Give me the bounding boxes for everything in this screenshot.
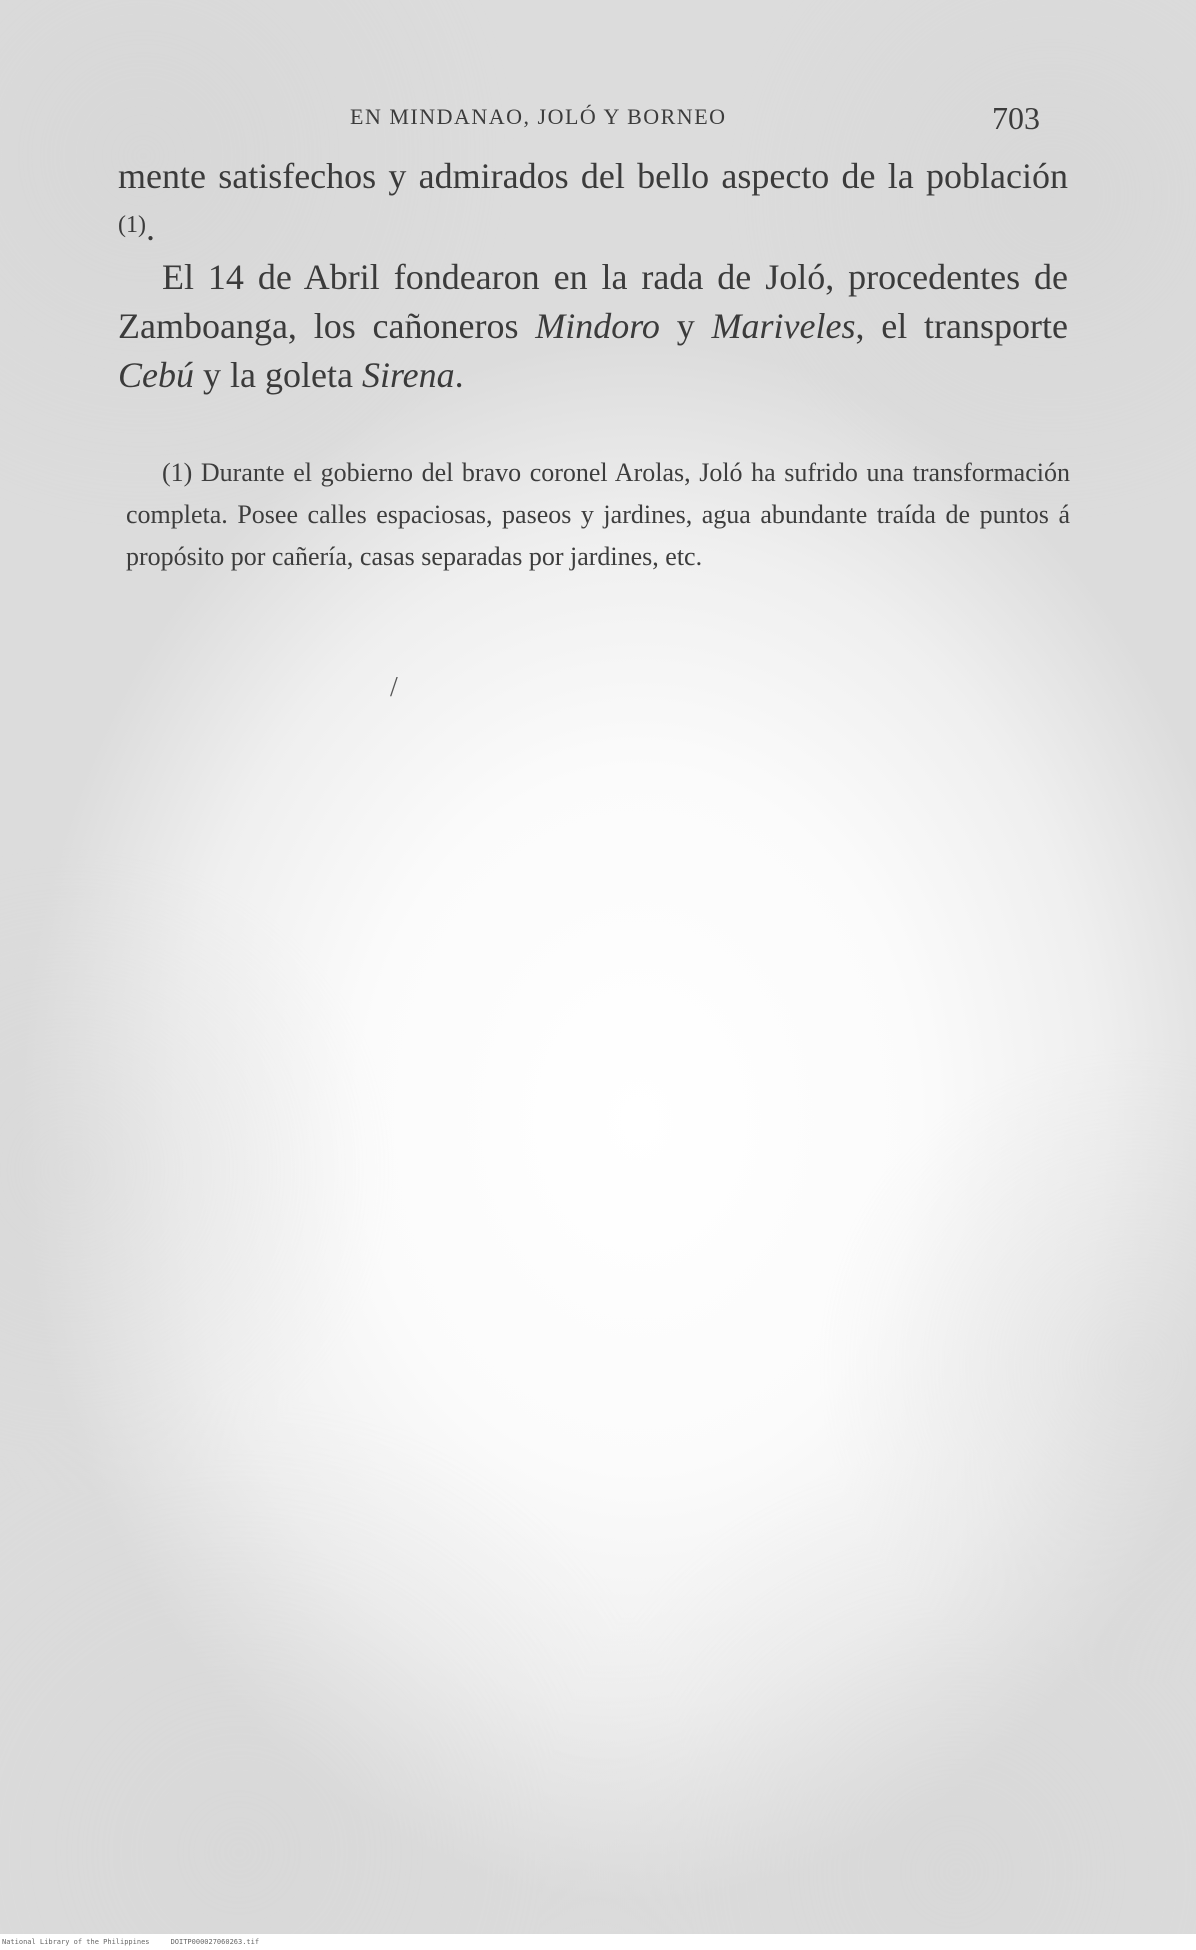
paragraph-text: y la goleta	[194, 355, 362, 395]
paragraph-text: mente satisfechos y admirados del bello aspecto de la población	[118, 156, 1068, 196]
stray-pen-mark: /	[390, 672, 398, 703]
paragraph-text: El 14 de Abril fondearon en la rada de Joló, procedentes de Zamboanga, los cañoneros	[118, 257, 1068, 346]
footnote-reference: (1)	[118, 212, 146, 238]
paragraph-punctuation: .	[454, 355, 464, 395]
ship-name: Mariveles	[711, 306, 856, 346]
page-number: 703	[992, 100, 1040, 136]
paragraph-text: , el transporte	[855, 306, 1069, 346]
running-head	[120, 100, 1040, 140]
paragraph-text: y	[659, 306, 712, 346]
paragraph-continuation	[118, 152, 1068, 253]
scan-credit: National Library of the Philippines DOITP000027060263.tif	[2, 1938, 260, 1946]
footnote-text: Durante el gobierno del bravo coronel Arolas, Joló ha sufrido una transformación completa. Posee calles espaciosas, paseos y jardines, agua abundante traída de puntos á propósito por cañería, casas separadas por jardines, etc.	[126, 458, 1070, 571]
footnote	[126, 452, 1070, 578]
ship-name: Mindoro	[535, 306, 660, 346]
ship-name: Cebú	[118, 355, 194, 395]
paragraph-punctuation: .	[145, 208, 155, 248]
ship-name: Sirena	[361, 355, 455, 395]
paragraph-arrival	[118, 253, 1068, 400]
footnote-paragraph	[126, 452, 1070, 578]
footnote-marker: (1)	[162, 458, 193, 487]
running-title: EN MINDANAO, JOLÓ Y BORNEO	[350, 104, 727, 129]
body-text	[118, 152, 1068, 400]
